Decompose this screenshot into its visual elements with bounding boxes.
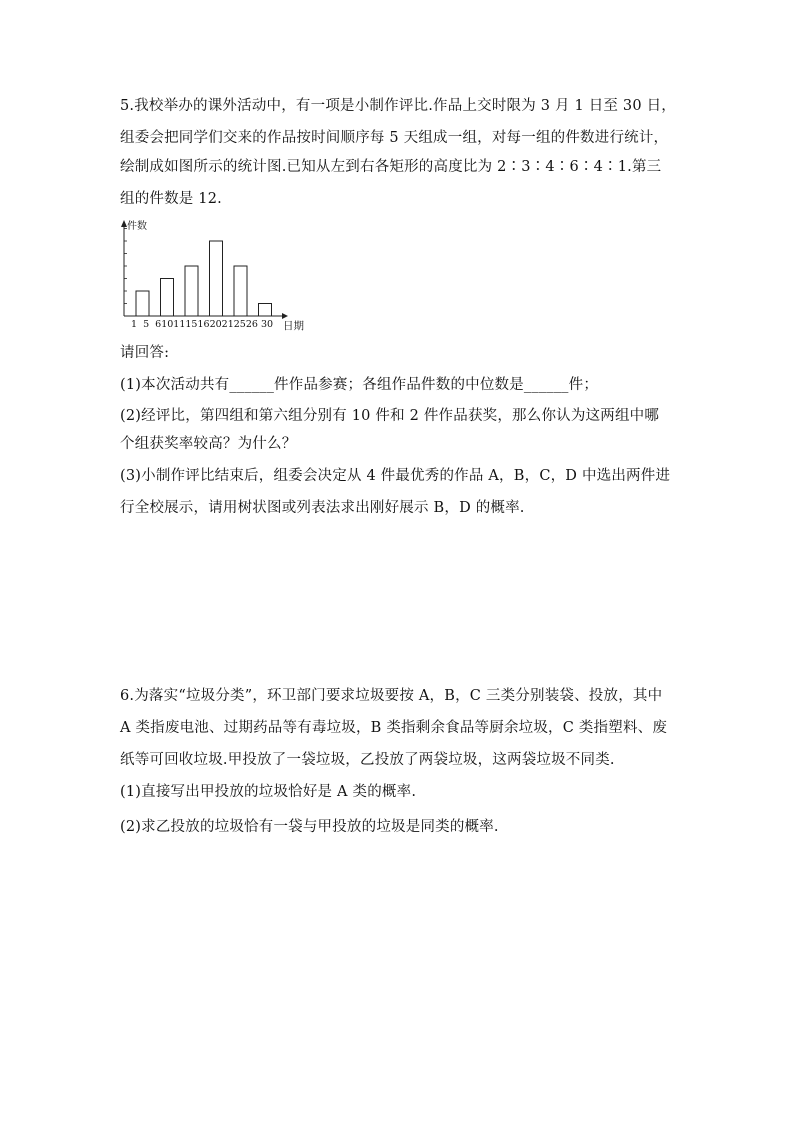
x-axis-label: 日期 — [283, 320, 304, 332]
q5-line-1: 5.我校举办的课外活动中，有一项是小制作评比.作品上交时限为 3 月 1 日至 30 日， — [120, 98, 676, 114]
q5-part-3-line-2: 行全校展示，请用树状图或列表法求出刚好展示 B，D 的概率. — [120, 500, 525, 516]
q6-line-2: A 类指废电池、过期药品等有毒垃圾，B 类指剩余食品等厨余垃圾，C 类指塑料、废 — [120, 720, 668, 736]
x-axis-arrow — [282, 313, 288, 319]
bar-group-3 — [185, 266, 198, 316]
q5-part-1: (1)本次活动共有______件作品参赛；各组作品件数的中位数是______件； — [120, 377, 599, 393]
bar-group-2 — [161, 279, 174, 317]
bar-group-4 — [210, 241, 223, 316]
bar-group-6 — [259, 304, 272, 317]
q6-line-1: 6.为落实“垃圾分类”，环卫部门要求垃圾要按 A，B，C 三类分别装袋、投放，其中 — [120, 688, 663, 704]
x-tick-labels: 1 5 61011151620212526 30 — [131, 319, 274, 330]
q5-part-3-line-1: (3)小制作评比结束后，组委会决定从 4 件最优秀的作品 A，B，C，D 中选出两件进 — [120, 468, 671, 484]
q6-part-2: (2)求乙投放的垃圾恰有一袋与甲投放的垃圾是同类的概率. — [120, 819, 499, 835]
y-axis-label: 件数 — [127, 221, 147, 232]
q5-line-4: 组的件数是 12. — [120, 191, 222, 207]
q6-line-3: 纸等可回收垃圾.甲投放了一袋垃圾，乙投放了两袋垃圾，这两袋垃圾不同类. — [120, 752, 615, 768]
bar-chart — [110, 214, 320, 334]
q5-line-2: 组委会把同学们交来的作品按时间顺序每 5 天组成一组，对每一组的件数进行统计， — [120, 130, 669, 146]
bar-group-5 — [234, 266, 247, 316]
q6-part-1: (1)直接写出甲投放的垃圾恰好是 A 类的概率. — [120, 784, 417, 800]
q5-line-3: 绘制成如图所示的统计图.已知从左到右各矩形的高度比为 2∶3∶4∶6∶4∶1.第三 — [120, 159, 662, 175]
q5-part-2-line-1: (2)经评比，第四组和第六组分别有 10 件和 2 件作品获奖，那么你认为这两组中哪 — [120, 408, 660, 424]
bar-group-1 — [136, 291, 149, 316]
q5-part-2-line-2: 个组获奖率较高？为什么？ — [120, 436, 297, 452]
q5-prompt: 请回答: — [120, 345, 170, 361]
